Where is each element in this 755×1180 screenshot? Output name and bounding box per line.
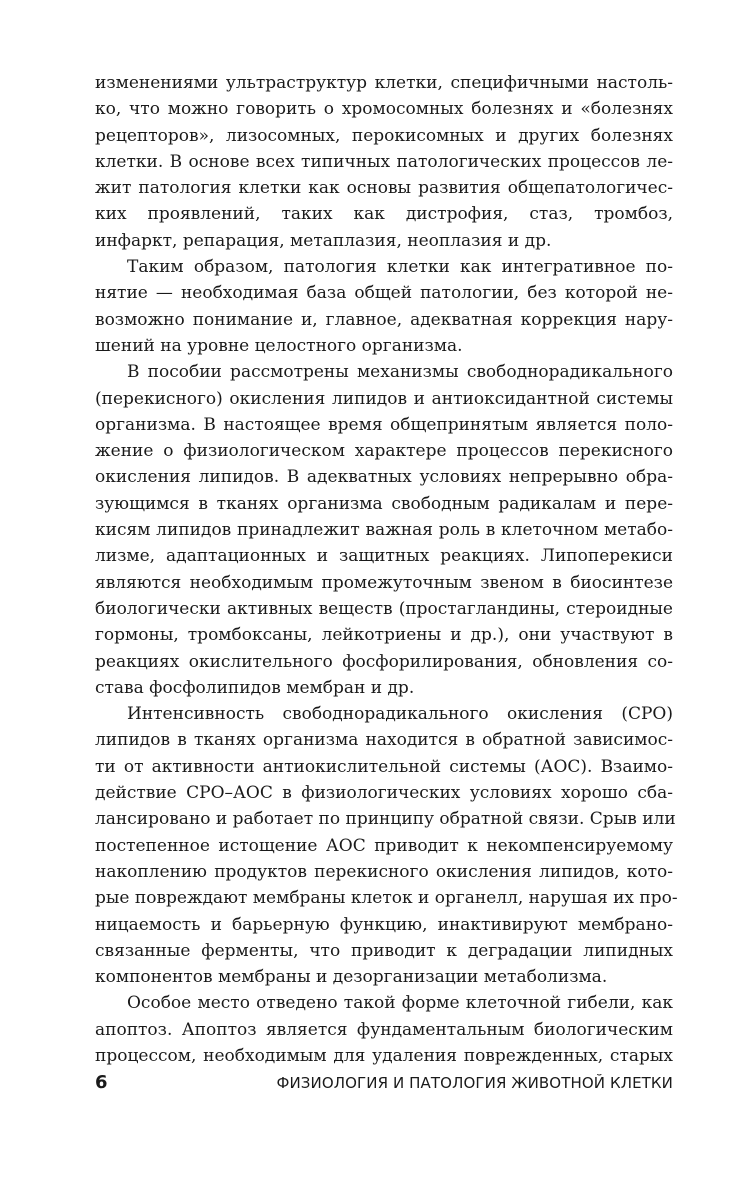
text-line: ти от активности антиокислительной системы (АОС). Взаимо- <box>95 756 673 777</box>
text-line: гормоны, тромбоксаны, лейкотриены и др.), они участвуют в <box>95 625 673 646</box>
page-number: 6 <box>95 1072 108 1093</box>
text-line: жит патология клетки как основы развития общепатологичес- <box>95 178 673 199</box>
text-line: ницаемость и барьерную функцию, инактивируют мембрано- <box>95 914 673 935</box>
text-line: рые повреждают мембраны клеток и органелл, нарушая их про- <box>95 888 678 909</box>
text-line: действие СРО–АОС в физиологических условиях хорошо сба- <box>95 783 673 804</box>
paragraph-first-line: Особое место отведено такой форме клеточной гибели, как <box>127 993 673 1014</box>
text-line: клетки. В основе всех типичных патологических процессов ле- <box>95 151 673 172</box>
page-footer <box>95 1072 673 1096</box>
text-line: накоплению продуктов перекисного окисления липидов, кото- <box>95 861 673 882</box>
text-line: зующимся в тканях организма свободным радикалам и пере- <box>95 493 673 514</box>
text-line: инфаркт, репарация, метаплазия, неоплазия и др. <box>95 230 552 251</box>
text-line: процессом, необходимым для удаления поврежденных, старых <box>95 1045 673 1066</box>
text-line: постепенное истощение АОС приводит к некомпенсируемому <box>95 835 673 856</box>
text-line: компонентов мембраны и дезорганизации метаболизма. <box>95 967 608 988</box>
text-line: окисления липидов. В адекватных условиях непрерывно обра- <box>95 467 673 488</box>
text-line: шений на уровне целостного организма. <box>95 335 463 356</box>
text-line: ких проявлений, таких как дистрофия, стаз, тромбоз, <box>95 204 673 225</box>
text-line: става фосфолипидов мембран и др. <box>95 677 415 698</box>
text-line: изменениями ультраструктур клетки, специфичными настоль- <box>95 73 673 93</box>
text-line: кисям липидов принадлежит важная роль в клеточном метабо- <box>95 520 673 541</box>
paragraph-first-line: Таким образом, патология клетки как интегративное по- <box>127 257 673 278</box>
text-line: возможно понимание и, главное, адекватная коррекция нару- <box>95 309 673 330</box>
text-line: липидов в тканях организма находится в обратной зависимос- <box>95 730 673 751</box>
text-line: (перекисного) окисления липидов и антиоксидантной системы <box>95 388 673 409</box>
text-line: биологически активных веществ (простагландины, стероидные <box>95 598 673 619</box>
text-line: ко, что можно говорить о хромосомных болезнях и «болезнях <box>95 99 673 120</box>
text-line: нятие — необходимая база общей патологии, без которой не- <box>95 283 673 304</box>
paragraph-first-line: Интенсивность свободнорадикального окисления (СРО) <box>127 704 673 725</box>
body-text <box>95 70 678 1069</box>
text-line: организма. В настоящее время общепринятым является поло- <box>95 414 673 435</box>
paragraph-first-line: В пособии рассмотрены механизмы свободнорадикального <box>127 362 673 383</box>
running-title: ФИЗИОЛОГИЯ И ПАТОЛОГИЯ ЖИВОТНОЙ КЛЕТКИ <box>276 1074 673 1092</box>
text-line: являются необходимым промежуточным звеном в биосинтезе <box>95 572 673 593</box>
text-line: лансировано и работает по принципу обратной связи. Срыв или <box>95 809 676 830</box>
text-line: жение о физиологическом характере процессов перекисного <box>95 441 673 462</box>
text-line: лизме, адаптационных и защитных реакциях. Липоперекиси <box>95 546 673 567</box>
text-line: рецепторов», лизосомных, перокисомных и других болезнях <box>95 125 673 146</box>
text-line: апоптоз. Апоптоз является фундаментальным биологическим <box>95 1019 673 1040</box>
text-line: связанные ферменты, что приводит к деградации липидных <box>95 940 673 961</box>
text-line: реакциях окислительного фосфорилирования, обновления со- <box>95 651 673 672</box>
